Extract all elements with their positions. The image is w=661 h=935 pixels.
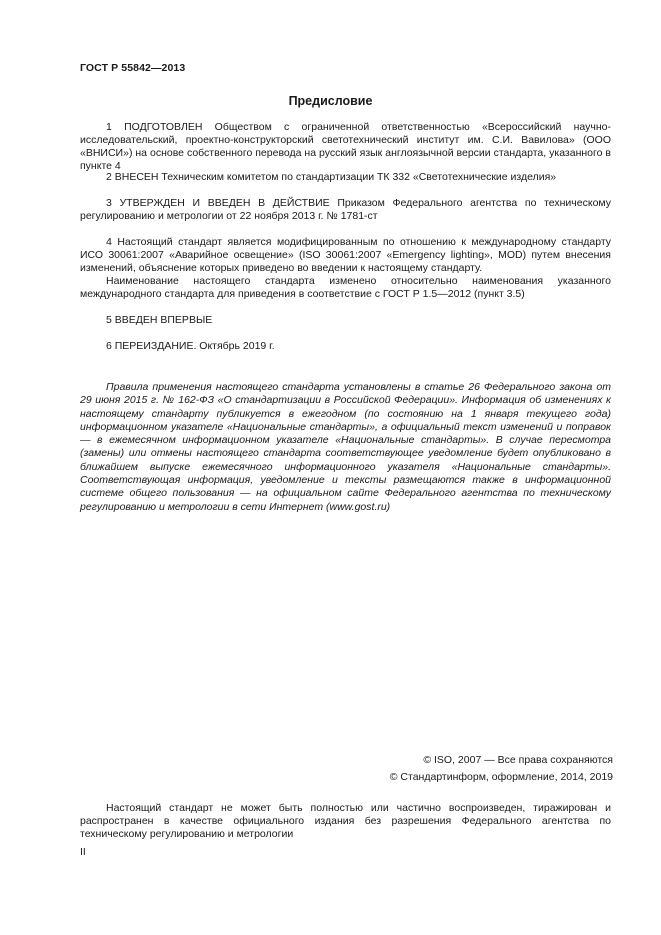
- page-number: II: [80, 846, 86, 858]
- preface-item-4: 4 Настоящий стандарт является модифицированным по отношению к международному стандарту ИСО 30061:2007 «Аварийное освещение» (ISO 30061:2007 «Emergency lighting», MOD) путем внесения изменений, объяснение которых приведено во введении к настоящему стандарту.: [80, 236, 611, 274]
- preface-item-2: 2 ВНЕСЕН Техническим комитетом по стандартизации ТК 332 «Светотехнические изделия»: [106, 171, 557, 183]
- preface-item-4-note: Наименование настоящего стандарта изменено относительно наименования указанного международного стандарта для приведения в соответствие с ГОСТ Р 1.5—2012 (пункт 3.5): [80, 275, 611, 300]
- preface-item-6: 6 ПЕРЕИЗДАНИЕ. Октябрь 2019 г.: [106, 340, 275, 352]
- rules-notice: Правила применения настоящего стандарта установлены в статье 26 Федерального закона от 29 июня 2015 г. № 162-ФЗ «О стандартизации в Российской Федерации». Информация об изменениях к настоящему стандарту публикуется в ежегодном (по состоянию на 1 января текущего года) информационном указателе «Национальные стандарты», а официальный текст изменений и поправок — в ежемесячном информационном указателе «Национальные стандарты». В случае пересмотра (замены) или отмены настоящего стандарта соответствующее уведомление будет опубликовано в ближайшем выпуске ежемесячного информационного указателя «Национальные стандарты». Соответствующая информация, уведомление и тексты размещаются также в информационной системе общего пользования — на официальном сайте Федерального агентства по техническому регулированию и метрологии в сети Интернет (www.gost.ru): [80, 381, 611, 513]
- preface-item-3: 3 УТВЕРЖДЕН И ВВЕДЕН В ДЕЙСТВИЕ Приказом Федерального агентства по техническому регулированию и метрологии от 22 ноября 2013 г. № 1781-ст: [80, 197, 611, 222]
- reproduction-notice: Настоящий стандарт не может быть полностью или частично воспроизведен, тиражирован и распространен в качестве официального издания без разрешения Федерального агентства по техническому регулированию и метрологии: [80, 802, 611, 840]
- copyright-iso: © ISO, 2007 — Все права сохраняются: [423, 754, 613, 766]
- copyright-standartinform: © Стандартинформ, оформление, 2014, 2019: [389, 771, 613, 783]
- preface-item-5: 5 ВВЕДЕН ВПЕРВЫЕ: [106, 314, 213, 326]
- standard-code-header: ГОСТ Р 55842—2013: [80, 62, 186, 74]
- preface-title: Предисловие: [288, 94, 373, 108]
- preface-item-1: 1 ПОДГОТОВЛЕН Обществом с ограниченной ответственностью «Всероссийский научно-исследовательский, проектно-конструкторский светотехнический институт им. С.И. Вавилова» (ООО «ВНИСИ») на основе собственного перевода на русский язык англоязычной версии стандарта, указанного в пункте 4: [80, 121, 611, 172]
